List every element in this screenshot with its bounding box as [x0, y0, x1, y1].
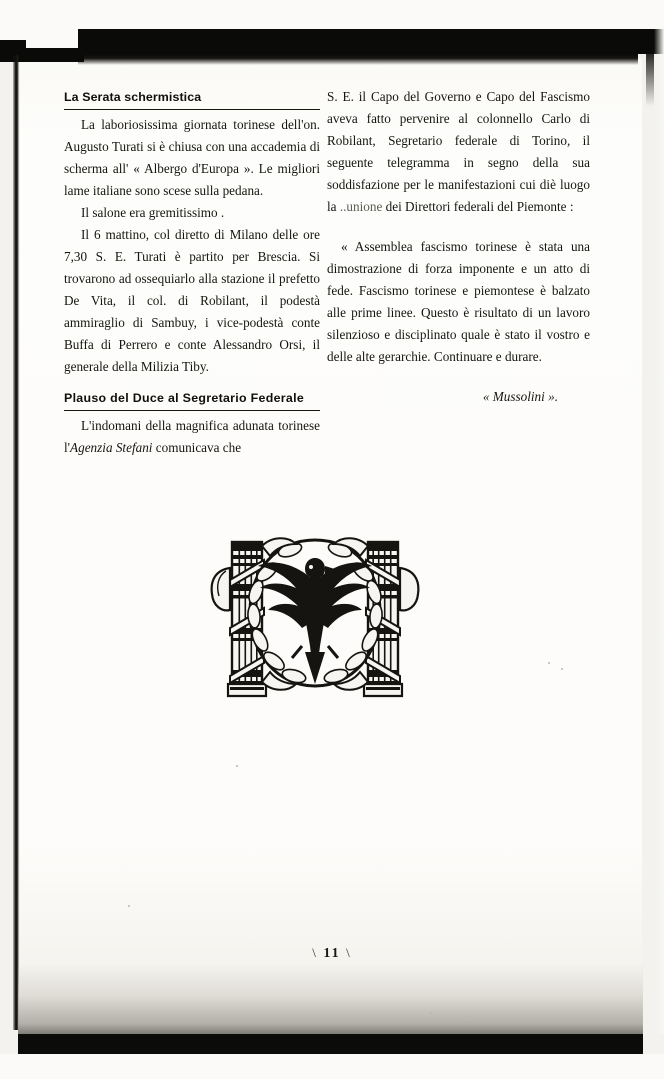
- telegram-text: « Assemblea fascismo torinese è stata una dimostrazione di forza imponente e un atto di fede. Fascismo torinese e piemontese è balzato alle prime linee. Questo è risultato di un lavoro silenzioso e disciplinato quale è stato il vostro e delle alte gerarchie. Continuare e durare.: [327, 239, 590, 364]
- paragraph-left-4-part-a: L'indomani della magnifica adunata torinese l': [64, 418, 320, 455]
- folio-ornament-right: \: [346, 945, 352, 960]
- scan-speck: [430, 1012, 432, 1014]
- signature-close-quote: ».: [544, 389, 558, 404]
- scan-speck: [561, 668, 563, 670]
- paragraph-left-4-part-b: comunicava che: [152, 440, 242, 455]
- signature-name: Mussolini: [492, 389, 545, 404]
- scan-speck: [128, 905, 130, 907]
- signature-open-quote: «: [482, 389, 493, 404]
- telegram-signature: [327, 386, 590, 408]
- agenzia-stefani-italic: Agenzia Stefani: [70, 440, 153, 455]
- text-column-right: [327, 86, 590, 408]
- paragraph-left-3: Il 6 mattino, col diretto di Milano delle ore 7,30 S. E. Turati è partito per Brescia. Si trovarono ad ossequiarlo alla stazione il prefetto De Vita, il col. di Robilant, il podestà ammiraglio di Sambuy, i vice-podestà conte Buffa di Perrero e conte Alessandro Orsi, il generale della Milizia Tiby.: [64, 227, 320, 374]
- paragraph-right-1-part-a: S. E. il Capo del Governo e Capo del Fascismo aveva fatto pervenire al colonnello Carlo di Robilant, Segretario federale di Torino, il seguente telegramma in segno della sua soddisfazione per le manifestazioni cui diè luogo la: [327, 89, 590, 214]
- scan-speck: [548, 662, 550, 664]
- faded-word-riunione: ..unione: [339, 199, 383, 214]
- page-number: 11: [323, 946, 341, 961]
- paragraph-left-1: La laboriosissima giornata torinese dell'on. Augusto Turati si è chiusa con una accademia di scherma all' « Albergo d'Europa ». Le migliori lame italiane sono scese sulla pedana.: [64, 117, 320, 198]
- paragraph-left-4: [64, 415, 320, 459]
- text-column-left: [64, 86, 320, 459]
- scan-speck: [470, 1015, 472, 1017]
- scan-speck: [236, 765, 238, 767]
- page-folio: [0, 945, 664, 962]
- paragraph-right-1-part-b: dei Direttori federali del Piemonte :: [382, 199, 574, 214]
- paragraph-right-1: [327, 86, 590, 218]
- fascist-emblem-illustration: [210, 524, 420, 716]
- telegram-quote-block: [327, 236, 590, 408]
- folio-ornament-left: \: [312, 945, 318, 960]
- paragraph-left-2: Il salone era gremitissimo .: [81, 205, 225, 220]
- section-heading-serata-schermistica: La Serata schermistica: [64, 86, 320, 110]
- section-heading-plauso-del-duce: Plauso del Duce al Segretario Federale: [64, 387, 320, 411]
